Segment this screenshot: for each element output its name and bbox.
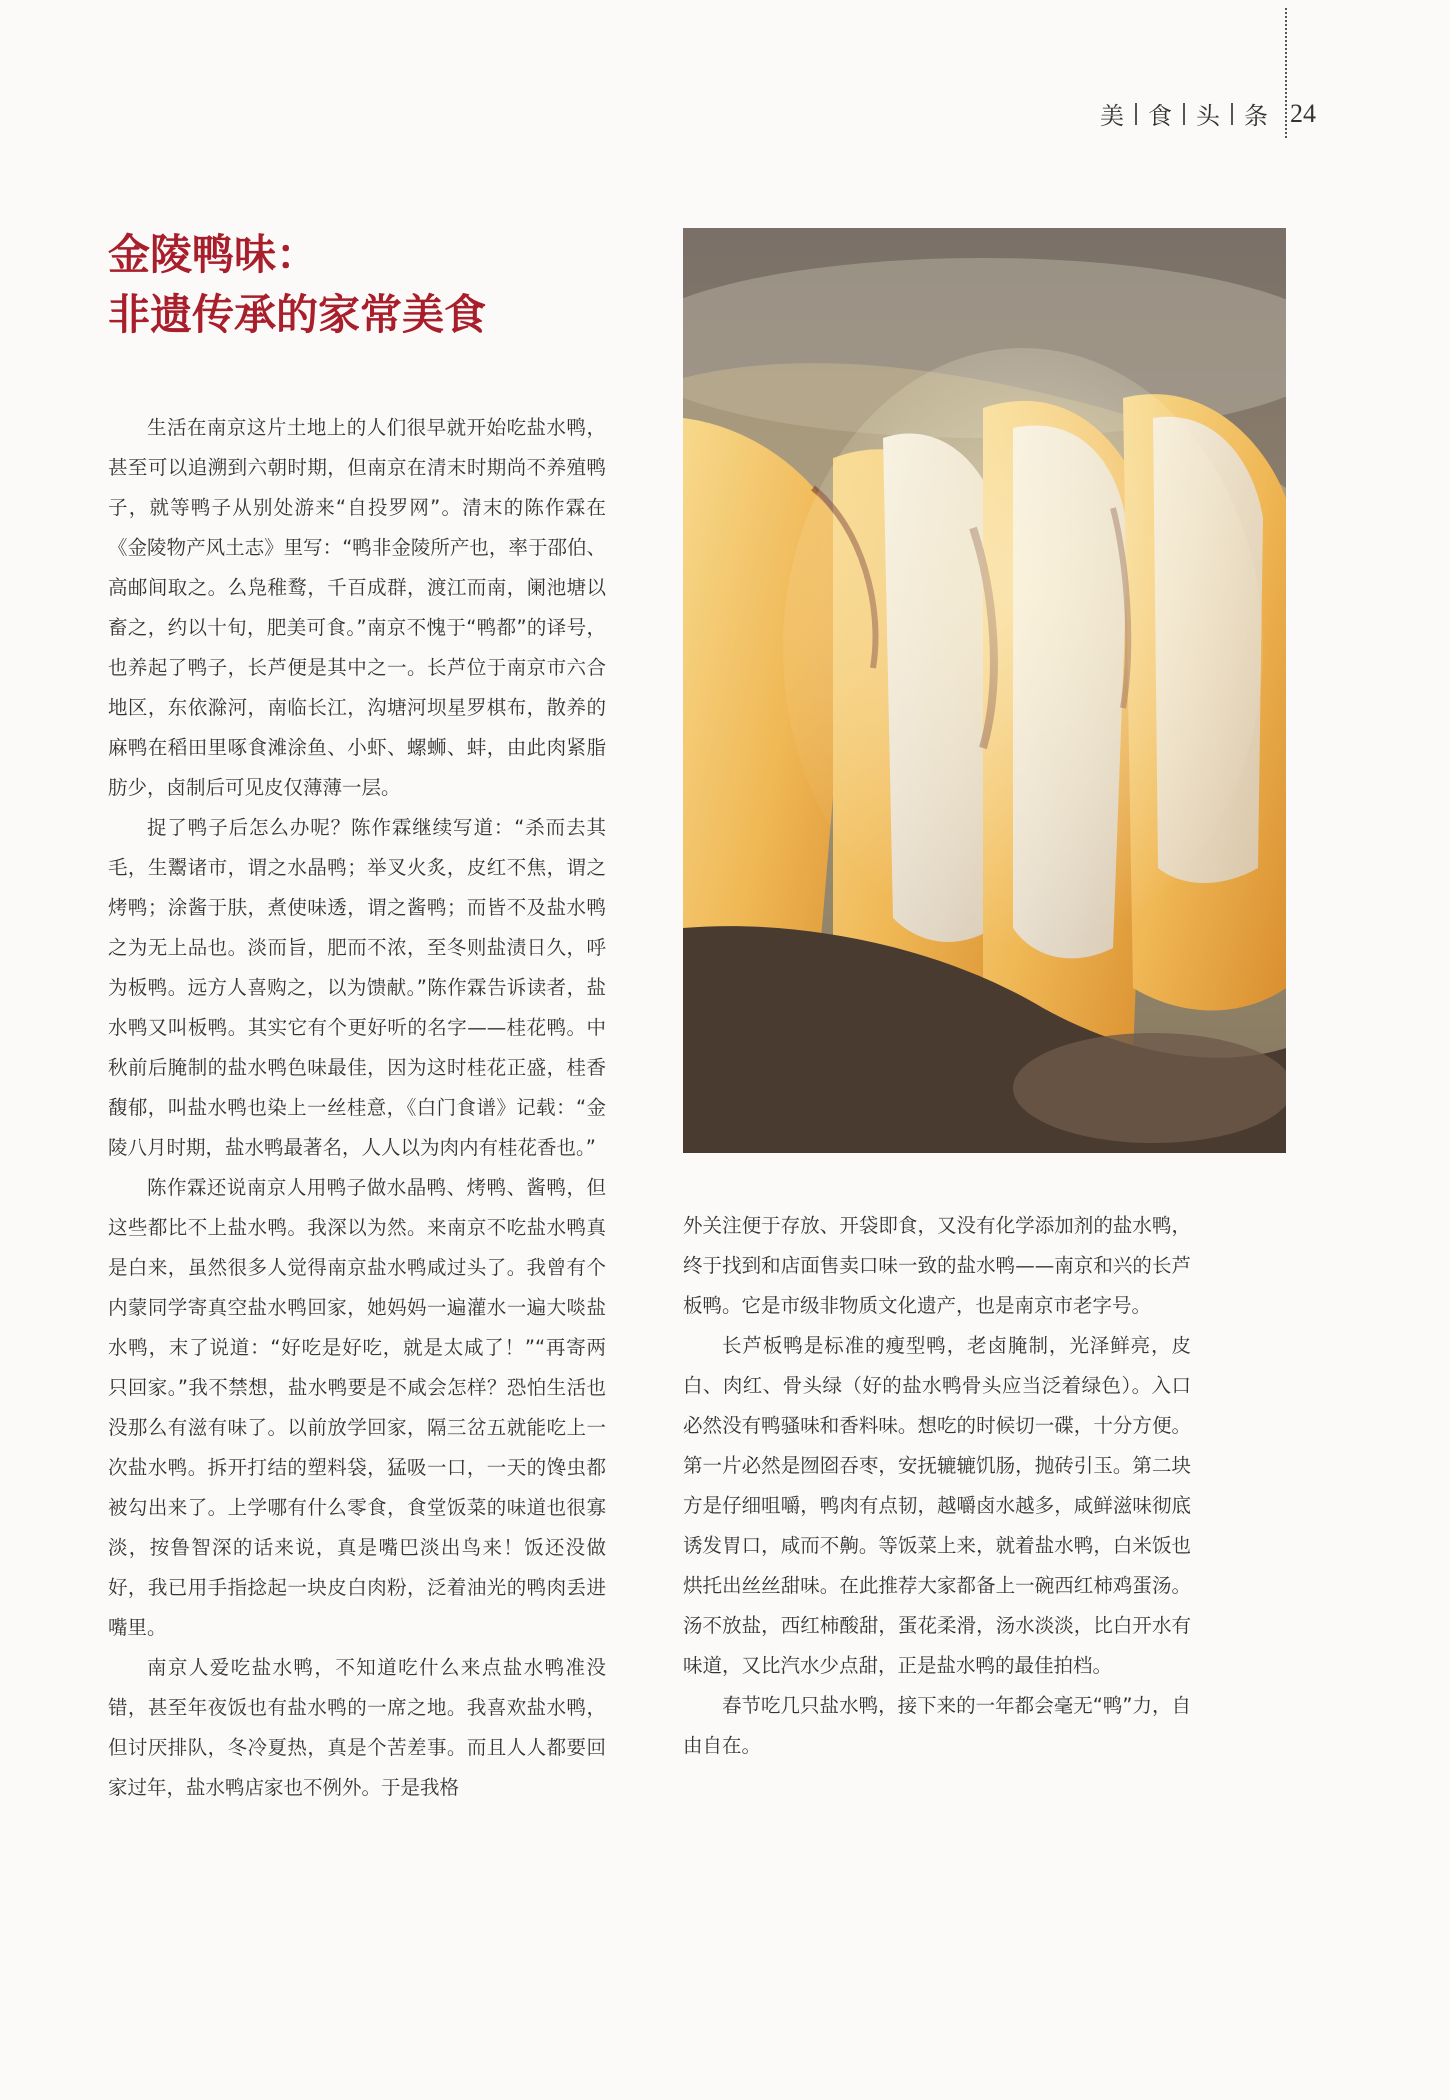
right-column: [683, 1206, 1191, 1766]
body-paragraph: 南京人爱吃盐水鸭，不知道吃什么来点盐水鸭准没错，甚至年夜饭也有盐水鸭的一席之地。我喜欢盐水鸭，但讨厌排队，冬冷夏热，真是个苦差事。而且人人都要回家过年，盐水鸭店家也不例外。于是我格: [108, 1656, 606, 1799]
section-char: 食: [1148, 102, 1172, 130]
body-paragraph: 生活在南京这片土地上的人们很早就开始吃盐水鸭，甚至可以追溯到六朝时期，但南京在清末时期尚不养殖鸭子，就等鸭子从别处游来“自投罗网”。清末的陈作霖在《金陵物产风土志》里写：“鸭非金陵所产也，率于邵伯、高邮间取之。么凫稚鹜，千百成群，渡江而南，阑池塘以畜之，约以十旬，肥美可食。”南京不愧于“鸭都”的译号，也养起了鸭子，长芦便是其中之一。长芦位于南京市六合地区，东依滁河，南临长江，沟塘河坝星罗棋布，散养的麻鸭在稻田里啄食滩涂鱼、小虾、螺蛳、蚌，由此肉紧脂肪少，卤制后可见皮仅薄薄一层。: [108, 416, 606, 799]
section-char: 美: [1100, 102, 1124, 130]
body-paragraph: 捉了鸭子后怎么办呢？陈作霖继续写道：“杀而去其毛，生鬻诸市，谓之水晶鸭；举叉火炙，皮红不焦，谓之烤鸭；涂酱于肤，煮使味透，谓之酱鸭；而皆不及盐水鸭之为无上品也。淡而旨，肥而不浓，至冬则盐渍日久，呼为板鸭。远方人喜购之，以为馈献。”陈作霖告诉读者，盐水鸭又叫板鸭。其实它有个更好听的名字——桂花鸭。中秋前后腌制的盐水鸭色味最佳，因为这时桂花正盛，桂香馥郁，叫盐水鸭也染上一丝桂意，《白门食谱》记载：“金陵八月时期，盐水鸭最著名，人人以为肉内有桂花香也。”: [108, 816, 606, 1159]
body-paragraph: 春节吃几只盐水鸭，接下来的一年都会毫无“鸭”力，自由自在。: [683, 1694, 1191, 1757]
page-number: 24: [1290, 98, 1316, 128]
body-paragraph: 长芦板鸭是标准的瘦型鸭，老卤腌制，光泽鲜亮，皮白、肉红、骨头绿（好的盐水鸭骨头应当泛着绿色）。入口必然没有鸭骚味和香料味。想吃的时候切一碟，十分方便。第一片必然是囫囵吞枣，安抚辘辘饥肠，抛砖引玉。第二块方是仔细咀嚼，鸭肉有点韧，越嚼卤水越多，咸鲜滋味彻底诱发胃口，咸而不齁。等饭菜上来，就着盐水鸭，白米饭也烘托出丝丝甜味。在此推荐大家都备上一碗西红柿鸡蛋汤。汤不放盐，西红柿酸甜，蛋花柔滑，汤水淡淡，比白开水有味道，又比汽水少点甜，正是盐水鸭的最佳拍档。: [683, 1334, 1191, 1677]
section-divider: [1135, 103, 1137, 125]
body-paragraph-continued: 外关注便于存放、开袋即食，又没有化学添加剂的盐水鸭，终于找到和店面售卖口味一致的盐水鸭——南京和兴的长芦板鸭。它是市级非物质文化遗产，也是南京市老字号。: [683, 1214, 1191, 1317]
section-char: 头: [1196, 102, 1220, 130]
section-divider: [1183, 103, 1185, 125]
duck-illustration: [683, 228, 1286, 1153]
page-header: [1100, 96, 1350, 131]
title-line-1: 金陵鸭味：: [108, 230, 319, 279]
article-title: [108, 225, 486, 345]
body-paragraph: 陈作霖还说南京人用鸭子做水晶鸭、烤鸭、酱鸭，但这些都比不上盐水鸭。我深以为然。来南京不吃盐水鸭真是白来，虽然很多人觉得南京盐水鸭咸过头了。我曾有个内蒙同学寄真空盐水鸭回家，她妈妈一遍灌水一遍大啖盐水鸭，末了说道：“好吃是好吃，就是太咸了！”“再寄两只回家。”我不禁想，盐水鸭要是不咸会怎样？恐怕生活也没那么有滋有味了。以前放学回家，隔三岔五就能吃上一次盐水鸭。拆开打结的塑料袋，猛吸一口，一天的馋虫都被勾出来了。上学哪有什么零食，食堂饭菜的味道也很寡淡，按鲁智深的话来说，真是嘴巴淡出鸟来！饭还没做好，我已用手指捻起一块皮白肉粉，泛着油光的鸭肉丢进嘴里。: [108, 1176, 606, 1639]
salted-duck-photo: [683, 228, 1286, 1153]
left-column: [108, 408, 606, 1808]
section-char: 条: [1244, 102, 1268, 130]
title-line-2: 非遗传承的家常美食: [108, 290, 487, 339]
section-divider: [1231, 103, 1233, 125]
